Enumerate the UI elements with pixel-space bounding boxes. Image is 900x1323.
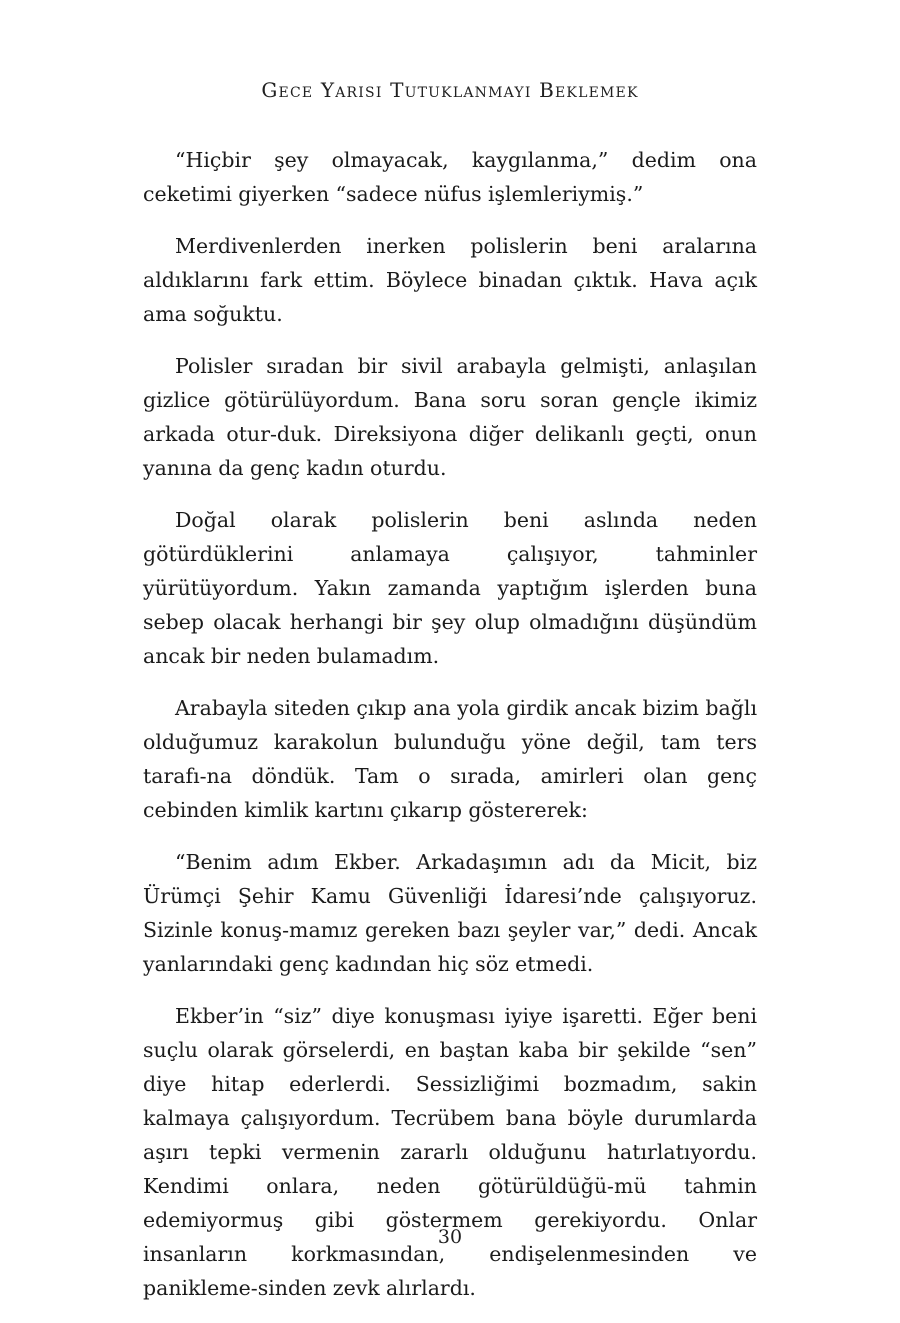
paragraph-4: Doğal olarak polislerin beni aslında neden götürdüklerini anlamaya çalışıyor, tahminler yürütüyordum. Yakın zamanda yaptığım işlerden buna sebep olacak herhangi bir şey olup olmadığını düşündüm ancak bir neden bulamadım.	[143, 508, 757, 668]
running-header: Gece Yarısı Tutuklanmayı Beklemek	[261, 78, 639, 102]
paragraph-5: Arabayla siteden çıkıp ana yola girdik ancak bizim bağlı olduğumuz karakolun bulunduğu yöne değil, tam ters tarafı-na döndük. Tam o sırada, amirleri olan genç cebinden kimlik kartını çıkarıp göstererek:	[143, 696, 757, 822]
paragraph-2: Merdivenlerden inerken polislerin beni aralarına aldıklarını fark ettim. Böylece binadan çıktık. Hava açık ama soğuktu.	[143, 234, 757, 326]
paragraph-1: “Hiçbir şey olmayacak, kaygılanma,” dedim ona ceketimi giyerken “sadece nüfus işlemleriymiş.”	[143, 148, 757, 206]
paragraph-6: “Benim adım Ekber. Arkadaşımın adı da Micit, biz Ürümçi Şehir Kamu Güvenliği İdaresi’nde çalışıyoruz. Sizinle konuş-mamız gereken bazı şeyler var,” dedi. Ancak yanlarındaki genç kadından hiç söz etmedi.	[143, 850, 757, 976]
paragraph-3: Polisler sıradan bir sivil arabayla gelmişti, anlaşılan gizlice götürülüyordum. Bana soru soran gençle ikimiz arkada otur-duk. Direksiyona diğer delikanlı geçti, onun yanına da genç kadın oturdu.	[143, 354, 757, 480]
page-number: 30	[437, 1226, 463, 1248]
body-text	[143, 143, 757, 1323]
paragraph-7: Ekber’in “siz” diye konuşması iyiye işaretti. Eğer beni suçlu olarak görselerdi, en baştan kaba bir şekilde “sen” diye hitap ederlerdi. Sessizliğimi bozmadım, sakin kalmaya çalışıyordum. Tecrübem bana böyle durumlarda aşırı tepki vermenin zararlı olduğunu hatırlatıyordu. Kendimi onlara, neden götürüldüğü-mü tahmin edemiyormuş gibi göstermem gerekiyordu. Onlar insanların korkmasından, endişelenmesinden ve panikleme-sinden zevk alırlardı.	[143, 1004, 757, 1300]
